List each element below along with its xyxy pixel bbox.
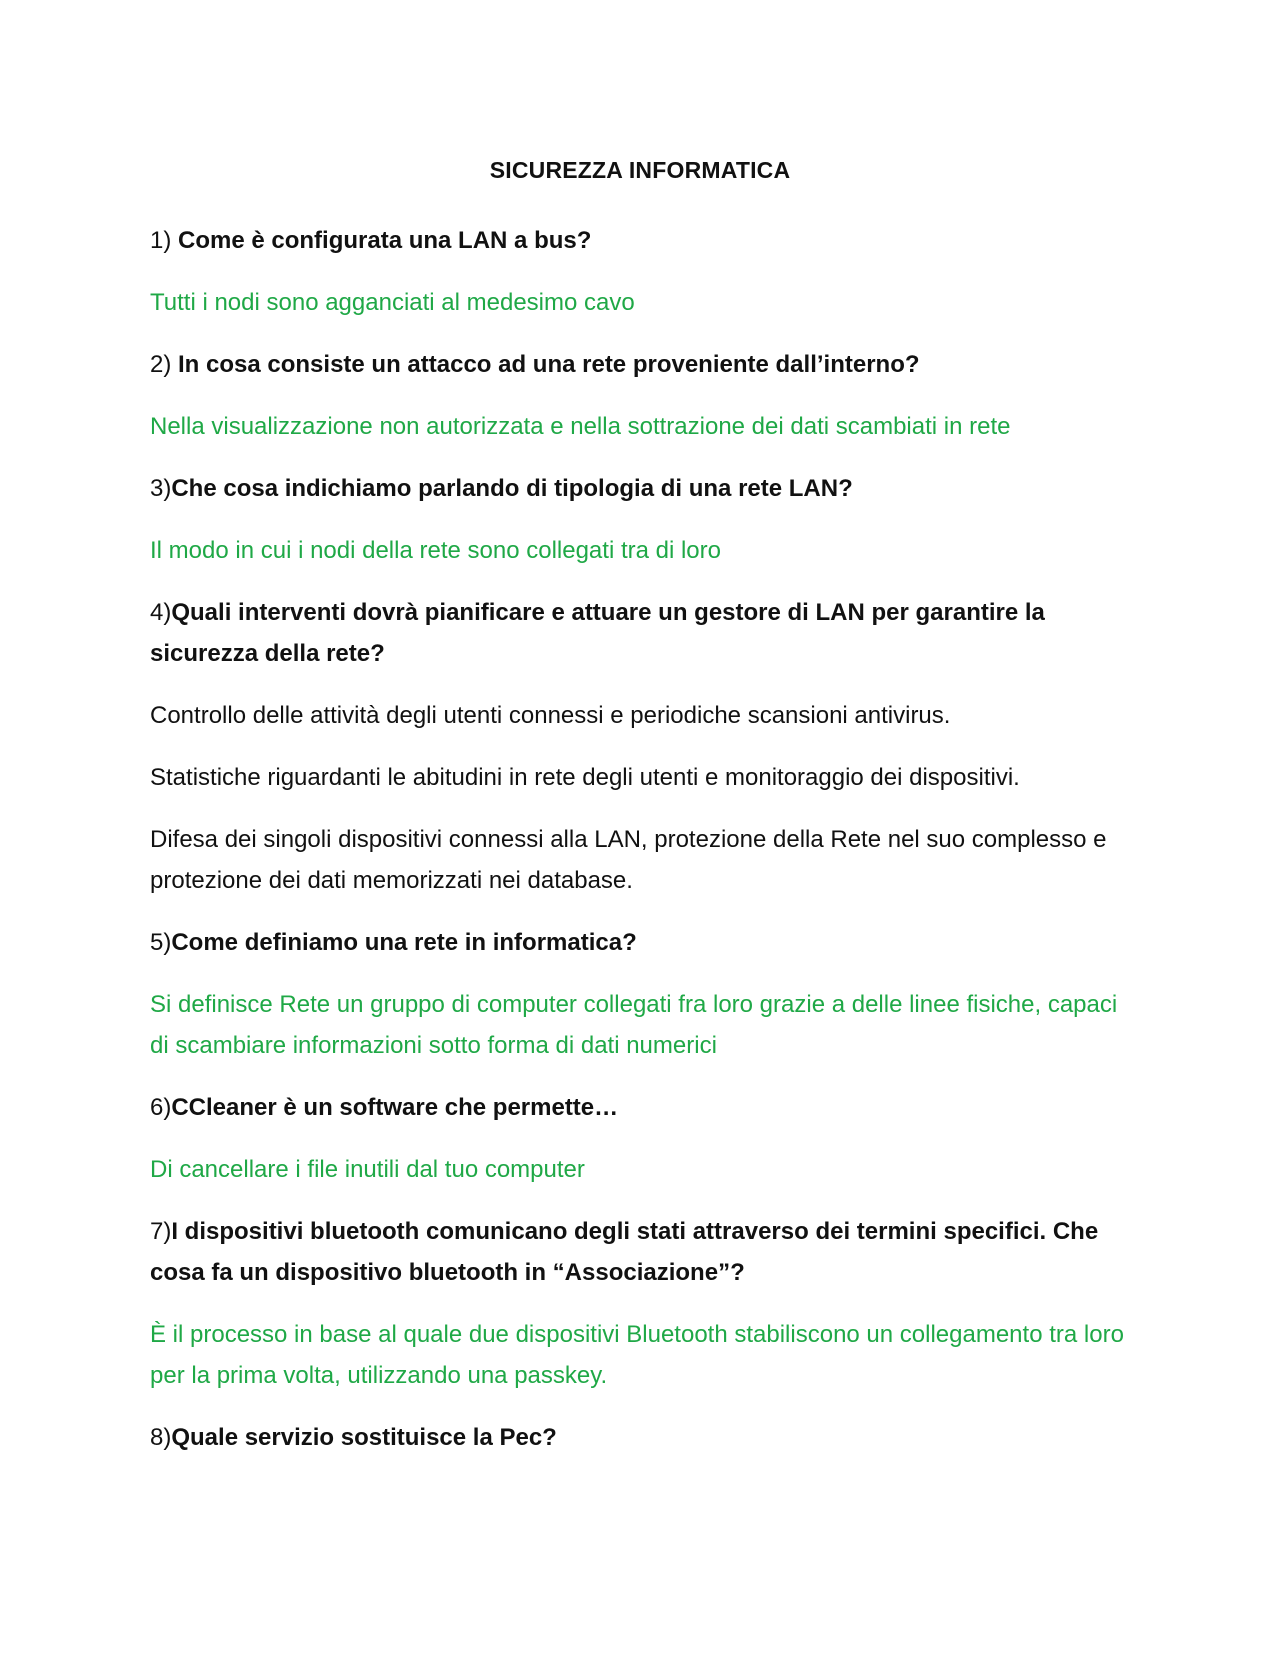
question-number: 8): [150, 1424, 172, 1451]
answer-4-line-3: Difesa dei singoli dispositivi connessi alla LAN, protezione della Rete nel suo complesso e protezione dei dati memorizzati nei database.: [150, 826, 1107, 894]
question-text: In cosa consiste un attacco ad una rete proveniente dall’interno?: [178, 351, 920, 378]
question-4: [150, 592, 1130, 674]
question-3: [150, 468, 1130, 509]
answer-1: Tutti i nodi sono agganciati al medesimo cavo: [150, 289, 635, 316]
answer-3: Il modo in cui i nodi della rete sono collegati tra di loro: [150, 537, 721, 564]
answer-5: Si definisce Rete un gruppo di computer collegati fra loro grazie a delle linee fisiche, capaci di scambiare informazioni sotto forma di dati numerici: [150, 991, 1118, 1059]
question-text: I dispositivi bluetooth comunicano degli stati attraverso dei termini specifici. Che cosa fa un dispositivo bluetooth in “Associazione”?: [150, 1218, 1099, 1286]
question-2: [150, 344, 1130, 385]
question-number: 7): [150, 1218, 172, 1245]
question-5: [150, 922, 1130, 963]
question-text: CCleaner è un software che permette…: [171, 1094, 619, 1121]
question-1: [150, 220, 1130, 261]
question-6: [150, 1087, 1130, 1128]
question-text: Come definiamo una rete in informatica?: [171, 929, 637, 956]
question-number: 2): [150, 351, 179, 378]
question-text: Quale servizio sostituisce la Pec?: [171, 1424, 557, 1451]
answer-6: Di cancellare i file inutili dal tuo computer: [150, 1156, 585, 1183]
answer-4-line-2: Statistiche riguardanti le abitudini in rete degli utenti e monitoraggio dei dispositivi.: [150, 764, 1020, 791]
question-7: [150, 1211, 1130, 1293]
question-8: [150, 1417, 1130, 1458]
question-number: 5): [150, 929, 172, 956]
question-number: 1): [150, 227, 179, 254]
question-text: Quali interventi dovrà pianificare e attuare un gestore di LAN per garantire la sicurezza della rete?: [150, 599, 1045, 667]
question-text: Che cosa indichiamo parlando di tipologia di una rete LAN?: [171, 475, 853, 502]
answer-7: È il processo in base al quale due dispositivi Bluetooth stabiliscono un collegamento tra loro per la prima volta, utilizzando una passkey.: [150, 1321, 1124, 1389]
question-text: Come è configurata una LAN a bus?: [178, 227, 592, 254]
answer-4-line-1: Controllo delle attività degli utenti connessi e periodiche scansioni antivirus.: [150, 702, 951, 729]
document-title: SICUREZZA INFORMATICA: [489, 157, 791, 183]
question-number: 4): [150, 599, 172, 626]
answer-2: Nella visualizzazione non autorizzata e nella sottrazione dei dati scambiati in rete: [150, 413, 1011, 440]
question-number: 3): [150, 475, 172, 502]
question-number: 6): [150, 1094, 172, 1121]
